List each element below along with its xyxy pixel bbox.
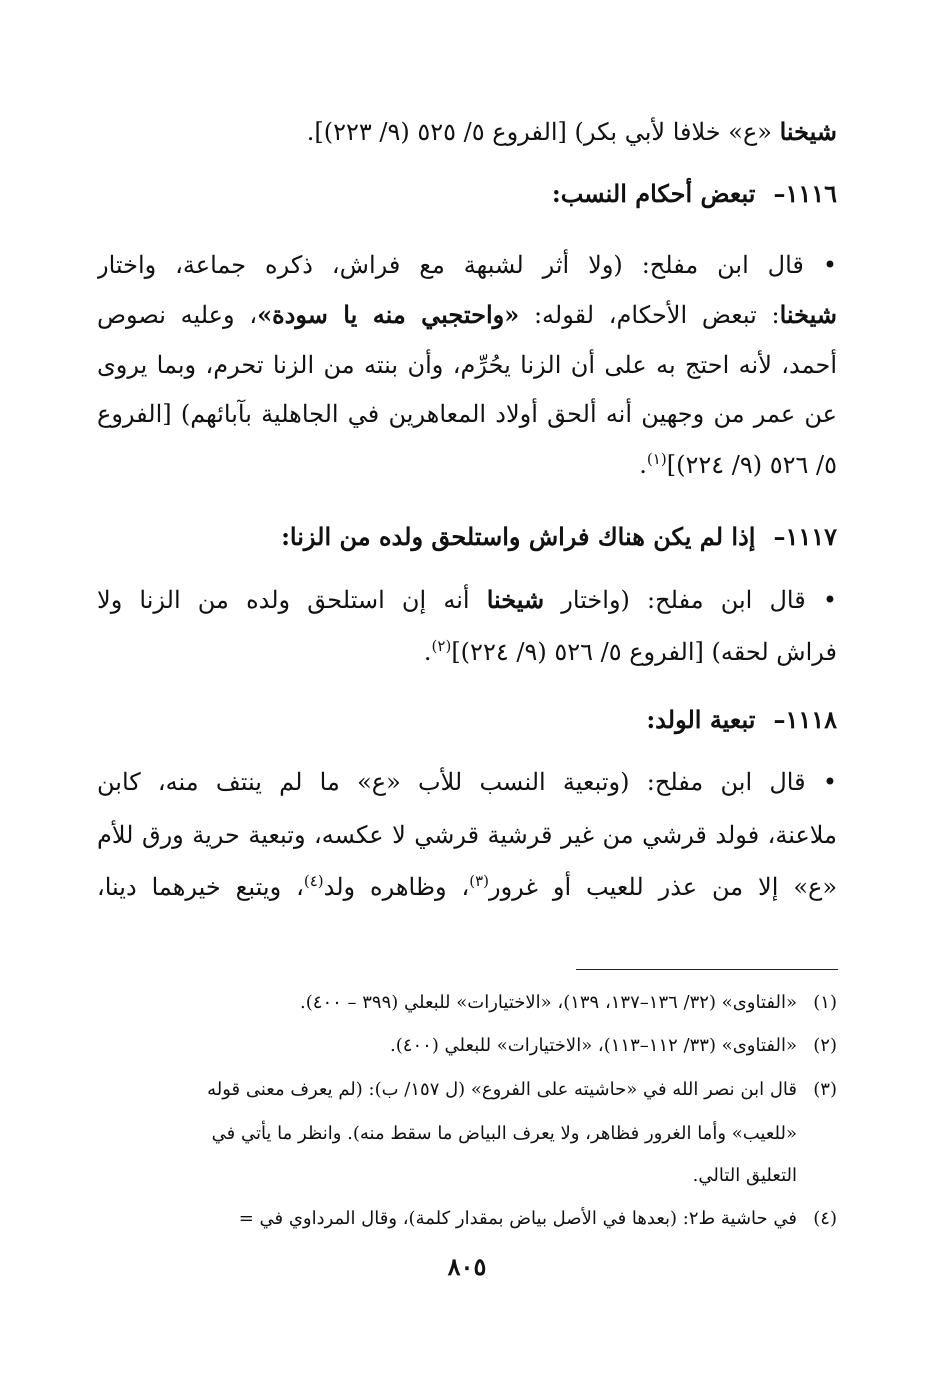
footnote-3-line-3: التعليق التالي. <box>692 1165 797 1186</box>
text-span: أنه إن استلحق ولده من الزنا ولا <box>97 586 487 614</box>
footnote-text: «الفتاوى» (٣٢/ ١٣٦–١٣٧، ١٣٩)، «الاختيارات» للبعلي (٣٩٩ – ٤٠٠). <box>300 992 797 1013</box>
footnote-text: قال ابن نصر الله في «حاشيته على الفروع» (ل ١٥٧/ ب): (لم يعرف معنى قوله <box>207 1079 797 1100</box>
text-line <box>97 580 837 620</box>
text-span: ، وظاهره ولد <box>323 873 470 901</box>
footnote-text: في حاشية ط٢: (بعدها في الأصل بياض بمقدار كلمة)، وقال المرداوي في = <box>238 1208 797 1229</box>
text-span: . <box>423 638 432 666</box>
footnote-number: (٣) <box>813 1079 837 1100</box>
footnote-ref[interactable]: (٤) <box>303 872 324 890</box>
sheikh-word: شيخنا <box>779 300 837 329</box>
footnote-text: «الفتاوى» (٣٣/ ١١٢–١١٣)، «الاختيارات» للبعلي (٤٠٠). <box>390 1035 797 1056</box>
text-line: • قال ابن مفلح: (ولا أثر لشبهة مع فراش، ذكره جماعة، واختار <box>97 251 837 279</box>
hadith-quote: «واحتجبي منه يا سودة» <box>257 300 520 329</box>
footnote-1 <box>97 988 837 1018</box>
text-span: ، ويتبع خيرهما دينا، <box>97 873 304 901</box>
text-span: ، وعليه نصوص <box>97 301 258 329</box>
sheikh-word: شيخنا <box>779 117 837 146</box>
footnote-3 <box>97 1075 837 1105</box>
section-title: تبعض أحكام النسب: <box>551 179 756 208</box>
text-line: • قال ابن مفلح: (وتبعية النسب للأب «ع» ما لم ينتف منه، كابن <box>97 768 837 796</box>
section-heading-1118 <box>97 700 837 740</box>
section-number: ١١١٦– <box>773 179 837 208</box>
page-number: ٨٠٥ <box>447 1252 487 1281</box>
text-span: ٥/ ٥٢٦ (٩/ ٢٢٤)] <box>666 451 837 479</box>
text-span: فراش لحقه) [الفروع ٥/ ٥٢٦ (٩/ ٢٢٤)] <box>451 638 837 666</box>
sheikh-word: شيخنا <box>486 585 545 614</box>
text-line: أحمد، لأنه احتج به على أن الزنا يحُرِّم، وأن بنته من الزنا تحرم، وبما يروى <box>97 351 837 379</box>
footnote-number: (٤) <box>813 1208 837 1229</box>
text-line: ملاعنة، فولد قرشي من غير قرشية قرشي لا عكسه، وتبعية حرية ورق للأم <box>97 821 837 849</box>
footnote-2 <box>97 1031 837 1061</box>
section-number: ١١١٨– <box>773 705 837 734</box>
text-span: «ع» إلا من عذر للعيب أو غرور <box>488 873 837 901</box>
footnote-number: (٢) <box>813 1035 837 1056</box>
text-line <box>97 112 837 152</box>
section-title: تبعية الولد: <box>646 705 756 734</box>
footnote-number: (١) <box>813 992 837 1013</box>
footnote-4 <box>97 1204 837 1234</box>
text-span: • قال ابن مفلح: (واختار <box>544 586 837 614</box>
text-span: : تبعض الأحكام، لقوله: <box>519 301 780 329</box>
text-line <box>97 295 837 335</box>
text-line: عن عمر من وجهين أنه ألحق أولاد المعاهرين في الجاهلية بآبائهم) [الفروع <box>97 400 837 428</box>
footnote-ref[interactable]: (٢) <box>431 637 452 655</box>
section-heading-1116 <box>97 174 837 214</box>
text-line <box>97 632 837 672</box>
footnote-ref[interactable]: (٣) <box>469 872 489 890</box>
section-heading-1117 <box>97 517 837 557</box>
section-title: إذا لم يكن هناك فراش واستلحق ولده من الزنا: <box>281 522 756 551</box>
text-line <box>97 867 837 907</box>
text-span: . <box>639 451 647 479</box>
footnote-3-line-2: «للعيب» وأما الغرور فظاهر، ولا يعرف البياض ما سقط منه). وانظر ما يأتي في <box>211 1123 797 1144</box>
text-line <box>97 445 837 485</box>
footnote-divider <box>576 969 838 970</box>
footnote-ref[interactable]: (١) <box>646 450 667 468</box>
text-span: «ع» خلافا لأبي بكر) [الفروع ٥/ ٥٢٥ (٩/ ٢٢٣)]. <box>306 118 780 146</box>
section-number: ١١١٧– <box>773 522 837 551</box>
